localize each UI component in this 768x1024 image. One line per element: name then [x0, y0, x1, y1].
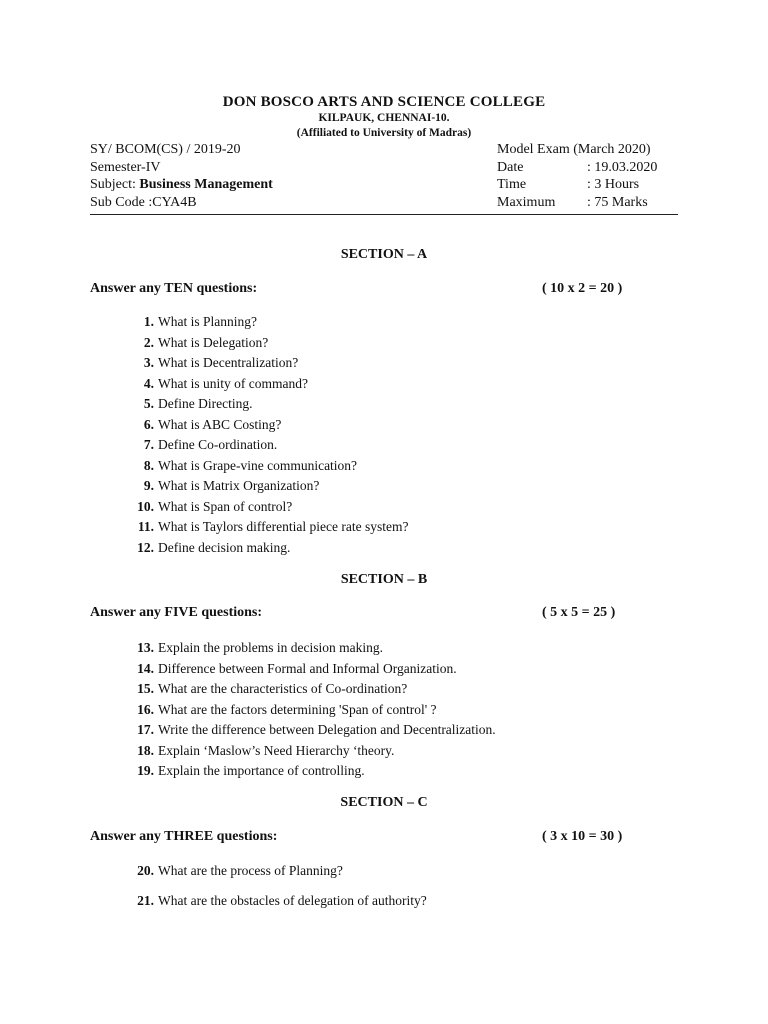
- question-number: 2.: [143, 334, 154, 350]
- section-b-instruction: Answer any FIVE questions:: [90, 605, 263, 620]
- question-number: 12.: [137, 539, 154, 555]
- question-number: 10.: [137, 498, 154, 514]
- question-text: What is Span of control?: [158, 498, 293, 514]
- date-label: Date: [497, 160, 524, 175]
- time-label: Time: [497, 177, 527, 192]
- question-text: What is Taylors differential piece rate system?: [158, 519, 409, 534]
- question-text: What is Decentralization?: [158, 355, 299, 370]
- question-text: What are the factors determining 'Span of control' ?: [158, 701, 437, 717]
- question-number: 8.: [143, 457, 154, 473]
- question-text: Define Directing.: [158, 396, 253, 411]
- section-a-instruction: Answer any TEN questions:: [90, 281, 258, 296]
- college-affiliation: (Affiliated to University of Madras): [296, 127, 472, 139]
- subject-name: Business Management: [139, 177, 273, 192]
- section-b-title: SECTION – B: [340, 572, 428, 587]
- question-text: What is unity of command?: [158, 375, 308, 391]
- question-text: Write the difference between Delegation and Decentralization.: [158, 722, 496, 737]
- semester-info: Semester-IV: [90, 160, 161, 175]
- question-item: [132, 519, 408, 535]
- maximum-label: Maximum: [497, 195, 556, 210]
- question-item: [132, 540, 290, 556]
- question-item: [132, 702, 437, 718]
- question-number: 13.: [137, 640, 154, 655]
- question-item: [132, 478, 319, 494]
- question-item: [132, 499, 292, 515]
- question-item: [132, 722, 496, 738]
- question-text: What are the characteristics of Co-ordination?: [158, 681, 408, 696]
- question-number: 18.: [137, 742, 154, 758]
- question-text: Difference between Formal and Informal Organization.: [158, 660, 457, 676]
- section-c-instruction: Answer any THREE questions:: [90, 829, 278, 844]
- question-item: [132, 661, 457, 677]
- question-number: 16.: [137, 701, 154, 717]
- subject-info: [90, 177, 273, 193]
- section-a-title: SECTION – A: [340, 247, 428, 262]
- question-number: 14.: [137, 660, 154, 676]
- question-item: [132, 376, 308, 392]
- question-item: [132, 640, 383, 656]
- date-value: : 19.03.2020: [587, 160, 658, 175]
- question-text: Explain the importance of controlling.: [158, 763, 365, 778]
- question-number: 7.: [143, 437, 154, 452]
- section-a-marks: ( 10 x 2 = 20 ): [542, 281, 623, 296]
- question-item: [132, 396, 252, 412]
- question-text: Explain ‘Maslow’s Need Hierarchy ‘theory.: [158, 742, 395, 758]
- exam-name: Model Exam (March 2020): [497, 142, 651, 157]
- question-number: 9.: [143, 478, 154, 493]
- section-c-marks: ( 3 x 10 = 30 ): [542, 829, 623, 844]
- question-number: 1.: [143, 314, 154, 329]
- question-text: Define Co-ordination.: [158, 437, 278, 452]
- question-item: [132, 335, 268, 351]
- section-b-marks: ( 5 x 5 = 25 ): [542, 605, 616, 620]
- question-text: What is ABC Costing?: [158, 416, 282, 432]
- class-info: SY/ BCOM(CS) / 2019-20: [90, 142, 241, 157]
- question-number: 15.: [137, 681, 154, 696]
- question-number: 4.: [143, 375, 154, 391]
- question-number: 19.: [137, 763, 154, 778]
- subject-label: Subject:: [90, 177, 136, 192]
- question-item: [132, 863, 343, 879]
- question-text: What is Grape-vine communication?: [158, 457, 358, 473]
- question-number: 21.: [137, 893, 154, 908]
- question-number: 5.: [143, 396, 154, 411]
- question-item: [132, 417, 281, 433]
- question-number: 17.: [137, 722, 154, 737]
- question-text: What are the obstacles of delegation of authority?: [158, 893, 427, 908]
- question-number: 20.: [137, 863, 154, 878]
- time-value: : 3 Hours: [587, 177, 640, 192]
- college-location: KILPAUK, CHENNAI-10.: [318, 112, 450, 124]
- question-item: [132, 743, 394, 759]
- maximum-value: : 75 Marks: [587, 195, 648, 210]
- question-text: Explain the problems in decision making.: [158, 640, 383, 655]
- question-item: [132, 437, 277, 453]
- question-item: [132, 355, 298, 371]
- question-number: 6.: [143, 416, 154, 432]
- question-text: What are the process of Planning?: [158, 863, 343, 878]
- sub-code-info: Sub Code :CYA4B: [90, 195, 197, 210]
- question-item: [132, 458, 357, 474]
- question-item: [132, 681, 407, 697]
- question-number: 3.: [143, 355, 154, 370]
- question-number: 11.: [137, 519, 154, 534]
- question-text: What is Planning?: [158, 314, 257, 329]
- question-text: What is Delegation?: [158, 334, 269, 350]
- question-text: Define decision making.: [158, 539, 291, 555]
- college-name: DON BOSCO ARTS AND SCIENCE COLLEGE: [222, 94, 546, 110]
- question-item: [132, 763, 365, 779]
- header-divider: [90, 214, 678, 215]
- question-item: [132, 314, 257, 330]
- question-text: What is Matrix Organization?: [158, 478, 320, 493]
- section-c-title: SECTION – C: [340, 795, 428, 810]
- question-item: [132, 893, 427, 909]
